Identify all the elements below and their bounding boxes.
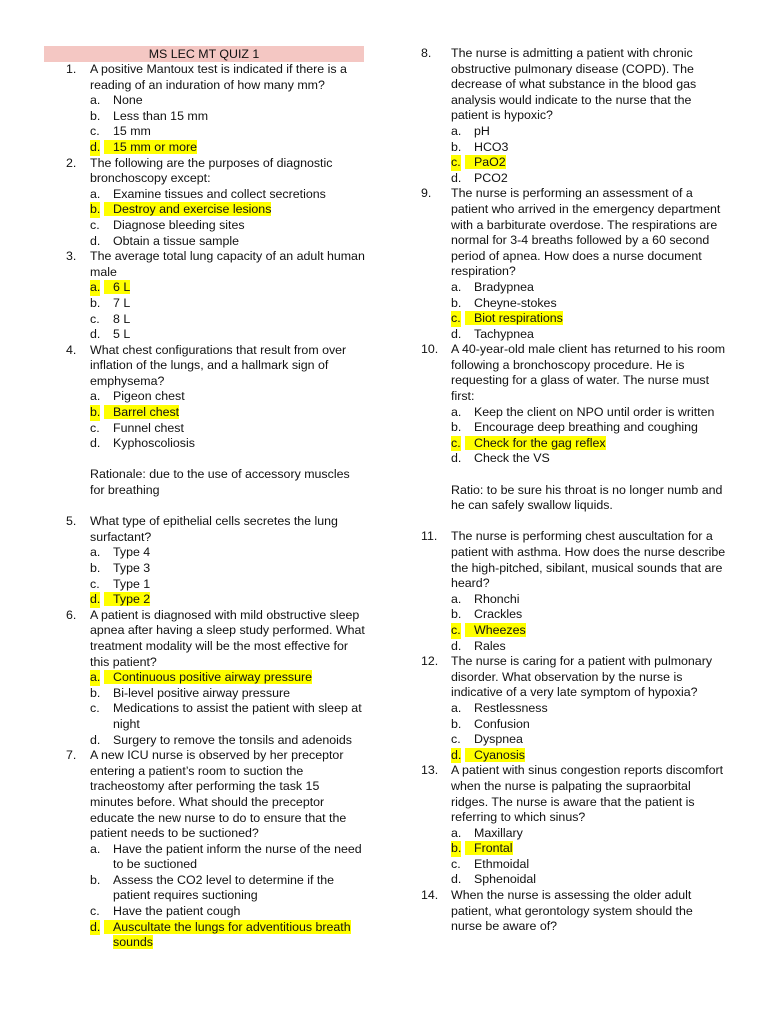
answer-option [451, 826, 727, 842]
highlighted-option-text: 6 L [104, 280, 130, 294]
option-letter: a. [90, 93, 101, 108]
question-item [66, 249, 366, 343]
question-number: 7. [66, 748, 77, 763]
question-number: 9. [421, 186, 432, 201]
option-text: Have the patient inform the nurse of the need to be suctioned [113, 841, 362, 872]
option-text: PCO2 [474, 170, 508, 185]
option-text: 7 L [113, 295, 131, 310]
option-letter: c. [90, 576, 100, 591]
answer-option [451, 155, 727, 171]
option-text: Examine tissues and collect secretions [113, 186, 326, 201]
option-text: Encourage deep breathing and coughing [474, 420, 698, 435]
highlighted-answer [113, 280, 130, 294]
option-letter: d. [451, 170, 462, 185]
answer-option [451, 140, 727, 156]
answer-option [90, 389, 366, 405]
answer-option [451, 857, 727, 873]
option-letter: c. [90, 311, 100, 326]
answer-option [90, 545, 366, 561]
question-number: 4. [66, 342, 77, 357]
left-question-list [66, 62, 366, 951]
option-text: 15 mm [113, 124, 151, 139]
question-stem [66, 608, 366, 670]
question-item [421, 342, 727, 529]
option-letter: b. [90, 405, 101, 420]
answer-option [90, 577, 366, 593]
answer-option [451, 748, 727, 764]
option-letter: a. [451, 279, 462, 294]
question-text: What type of epithelial cells secretes the lung surfactant? [90, 514, 338, 544]
question-number: 8. [421, 46, 432, 60]
answer-option [451, 451, 727, 467]
answer-option [90, 312, 366, 328]
answer-option [451, 311, 727, 327]
question-item [66, 62, 366, 156]
option-letter: c. [90, 124, 100, 139]
highlighted-option-text: Cyanosis [465, 748, 525, 762]
option-letter: a. [451, 123, 462, 138]
option-letter: b. [451, 716, 462, 731]
highlighted-option-text: Auscultate the lungs for adventitious breath sounds [104, 920, 351, 950]
option-letter: c. [451, 732, 461, 747]
highlighted-option-text: Wheezes [465, 623, 526, 637]
question-text: The average total lung capacity of an adult human male [90, 249, 365, 279]
question-number: 6. [66, 607, 77, 622]
option-letter: d. [451, 872, 462, 887]
answer-option [90, 920, 366, 951]
answer-option [451, 124, 727, 140]
highlighted-answer [113, 202, 271, 216]
highlighted-answer [474, 841, 513, 855]
highlighted-option-text: Check for the gag reflex [465, 436, 606, 450]
question-stem [66, 343, 366, 390]
blank-line [427, 467, 727, 483]
question-stem [66, 514, 366, 545]
option-letter: d. [90, 592, 101, 607]
option-text: None [113, 93, 143, 108]
answer-option [90, 93, 366, 109]
rationale-note: Rationale: due to the use of accessory muscles for breathing [90, 467, 350, 498]
answer-option [90, 592, 366, 608]
question-stem [421, 763, 727, 825]
highlighted-answer [113, 592, 150, 606]
option-text: Assess the CO2 level to determine if the patient requires suctioning [113, 872, 335, 903]
answer-option [90, 109, 366, 125]
question-stem [66, 156, 366, 187]
option-letter: d. [451, 326, 462, 341]
highlighted-answer [113, 140, 197, 154]
option-text: 5 L [113, 327, 131, 342]
question-text: The following are the purposes of diagnostic bronchoscopy except: [90, 155, 333, 186]
option-text: Type 3 [113, 561, 151, 575]
option-letter: b. [90, 561, 101, 575]
option-text: Tachypnea [474, 326, 534, 341]
answer-option [90, 733, 366, 749]
option-letter: a. [90, 670, 101, 685]
answer-option [451, 701, 727, 717]
option-text: Sphenoidal [474, 872, 537, 887]
question-text: The nurse is caring for a patient with pulmonary disorder. What observation by the nurse is indicative of a very late symptom of hypoxia? [451, 654, 713, 700]
option-text: Medications to assist the patient with sleep at night [113, 701, 362, 731]
highlighted-option-text: 15 mm or more [104, 140, 197, 154]
answer-option [90, 124, 366, 140]
option-text: pH [474, 123, 490, 138]
answer-option [90, 873, 366, 904]
question-text: The nurse is performing chest auscultation for a patient with asthma. How does the nurse describe the high-pitched, sibilant, musical sounds that are heard? [451, 529, 726, 591]
answer-option [90, 405, 366, 421]
answer-option [451, 327, 727, 343]
option-text: Type 4 [113, 545, 151, 560]
option-text: Bradypnea [474, 279, 534, 294]
highlighted-answer [474, 311, 563, 325]
question-stem [421, 888, 727, 935]
answer-option [90, 234, 366, 250]
question-stem [421, 186, 727, 280]
option-letter: d. [90, 139, 101, 154]
option-letter: b. [451, 841, 462, 856]
question-number: 2. [66, 155, 77, 170]
question-item [421, 654, 727, 763]
option-letter: c. [451, 435, 461, 450]
question-text: A positive Mantoux test is indicated if there is a reading of an induration of how many mm? [90, 62, 347, 92]
answer-option [90, 140, 366, 156]
answer-option [451, 280, 727, 296]
option-letter: c. [90, 420, 100, 435]
question-text: The nurse is admitting a patient with chronic obstructive pulmonary disease (COPD). The decrease of what substance in the blood gas analysis would indicate to the nurse that the patient is hypoxic? [451, 46, 697, 123]
highlighted-answer [113, 920, 351, 950]
question-item [421, 763, 727, 888]
highlighted-option-text: Frontal [465, 841, 513, 855]
highlighted-option-text: PaO2 [465, 155, 506, 169]
question-stem [421, 46, 727, 124]
highlighted-answer [113, 670, 312, 684]
question-item [66, 514, 366, 608]
option-text: Pigeon chest [113, 389, 185, 404]
question-number: 1. [66, 62, 77, 76]
option-text: Have the patient cough [113, 904, 241, 919]
option-text: HCO3 [474, 139, 509, 154]
highlighted-option-text: Continuous positive airway pressure [104, 670, 312, 684]
option-text: Dyspnea [474, 732, 523, 747]
option-text: Kyphoscoliosis [113, 436, 195, 451]
option-letter: c. [451, 856, 461, 871]
option-text: Type 1 [113, 576, 151, 591]
option-text: Funnel chest [113, 420, 184, 435]
answer-option [90, 202, 366, 218]
blank-line [66, 499, 366, 515]
answer-option [451, 639, 727, 655]
option-letter: b. [451, 139, 462, 154]
question-stem [421, 529, 727, 591]
option-letter: c. [90, 701, 100, 716]
answer-option [451, 420, 727, 436]
highlighted-answer [474, 623, 526, 637]
answer-option [90, 296, 366, 312]
question-number: 14. [421, 888, 439, 903]
quiz-title: MS LEC MT QUIZ 1 [44, 46, 364, 62]
question-number: 5. [66, 514, 77, 529]
question-stem [66, 249, 366, 280]
answer-option [451, 296, 727, 312]
question-item [421, 186, 727, 342]
highlighted-option-text: Type 2 [104, 592, 150, 606]
rationale-note: Ratio: to be sure his throat is no longer numb and he can safely swallow liquids. [451, 482, 723, 513]
option-letter: a. [90, 389, 101, 404]
answer-option [451, 405, 727, 421]
right-question-list [421, 46, 727, 935]
option-text: 8 L [113, 311, 131, 326]
option-letter: a. [90, 280, 101, 295]
option-letter: a. [451, 825, 462, 840]
option-letter: b. [90, 685, 101, 700]
option-letter: b. [451, 295, 462, 310]
option-letter: b. [90, 872, 101, 887]
option-letter: a. [90, 545, 101, 560]
question-stem [66, 748, 366, 842]
option-text: Crackles [474, 607, 523, 622]
option-letter: b. [451, 420, 462, 435]
question-stem [421, 654, 727, 701]
question-item [66, 748, 366, 951]
option-text: Surgery to remove the tonsils and adenoids [113, 732, 353, 747]
option-text: Diagnose bleeding sites [113, 217, 245, 232]
question-text: The nurse is performing an assessment of a patient who arrived in the emergency department with a barbiturate overdose. The respirations are normal for 3-4 breaths followed by a 60 second period of apnea. How does a nurse document respiration? [451, 186, 721, 279]
question-item [66, 608, 366, 748]
option-text: Less than 15 mm [113, 108, 209, 123]
option-letter: d. [90, 233, 101, 248]
answer-option [90, 904, 366, 920]
option-letter: c. [451, 622, 461, 637]
question-number: 3. [66, 249, 77, 264]
option-text: Check the VS [474, 451, 550, 466]
answer-option [90, 436, 366, 452]
answer-option [90, 670, 366, 686]
answer-option [90, 561, 366, 577]
blank-line [427, 514, 727, 530]
answer-option [451, 623, 727, 639]
highlighted-answer [113, 405, 179, 419]
highlighted-option-text: Barrel chest [104, 405, 179, 419]
question-stem [421, 342, 727, 404]
question-text: A patient with sinus congestion reports discomfort when the nurse is palpating the supraorbital ridges. The nurse is aware that the patient is referring to which sinus? [451, 763, 724, 825]
answer-option [451, 607, 727, 623]
option-text: Rales [474, 638, 506, 653]
option-letter: a. [90, 186, 101, 201]
question-number: 12. [421, 654, 439, 669]
option-text: Bi-level positive airway pressure [113, 685, 290, 700]
option-letter: a. [90, 841, 101, 856]
question-item [66, 156, 366, 250]
answer-option [451, 732, 727, 748]
answer-option [90, 187, 366, 203]
answer-option [90, 701, 366, 732]
highlighted-answer [474, 155, 506, 169]
question-stem [66, 62, 366, 93]
answer-option [90, 280, 366, 296]
option-letter: c. [451, 155, 461, 170]
question-item [421, 888, 727, 935]
option-letter: a. [451, 591, 462, 606]
option-letter: c. [451, 311, 461, 326]
option-letter: d. [90, 919, 101, 934]
question-number: 11. [421, 529, 438, 544]
answer-option [90, 218, 366, 234]
option-letter: c. [90, 904, 100, 919]
answer-option [451, 171, 727, 187]
option-letter: d. [90, 436, 101, 451]
question-item [421, 46, 727, 186]
highlighted-answer [474, 436, 606, 450]
answer-option [451, 872, 727, 888]
option-text: Restlessness [474, 700, 548, 715]
question-number: 10. [421, 342, 439, 357]
answer-option [451, 841, 727, 857]
blank-line [66, 452, 366, 468]
option-letter: b. [90, 295, 101, 310]
option-text: Keep the client on NPO until order is written [474, 404, 715, 419]
highlighted-option-text: Biot respirations [465, 311, 563, 325]
question-text: A new ICU nurse is observed by her preceptor entering a patient’s room to suction the tracheostomy after performing the task 15 minutes before. What should the preceptor educate the new nurse to do to ensure that the patient needs to be suctioned? [90, 748, 347, 841]
option-text: Maxillary [474, 825, 523, 840]
highlighted-answer [474, 748, 525, 762]
question-text: What chest configurations that result from over inflation of the lungs, and a hallmark sign of emphysema? [90, 342, 347, 388]
option-text: Rhonchi [474, 591, 520, 606]
option-letter: d. [451, 747, 462, 762]
question-text: When the nurse is assessing the older adult patient, what gerontology system should the nurse be aware of? [451, 888, 693, 934]
option-letter: d. [90, 732, 101, 747]
answer-option [90, 327, 366, 343]
option-letter: a. [451, 700, 462, 715]
highlighted-option-text: Destroy and exercise lesions [104, 202, 271, 216]
question-text: A patient is diagnosed with mild obstructive sleep apnea after having a sleep study performed. What treatment modality will be the most effective for this patient? [90, 607, 365, 669]
answer-option [451, 436, 727, 452]
question-item [66, 343, 366, 515]
answer-option [90, 842, 366, 873]
answer-option [451, 717, 727, 733]
option-text: Confusion [474, 716, 530, 731]
answer-option [90, 686, 366, 702]
left-column [66, 46, 366, 951]
option-letter: c. [90, 217, 100, 232]
option-letter: d. [451, 451, 462, 466]
answer-option [451, 592, 727, 608]
question-item [421, 529, 727, 654]
option-letter: d. [90, 327, 101, 342]
right-column [421, 46, 727, 935]
question-text: A 40-year-old male client has returned to his room following a bronchoscopy procedure. He is requesting for a glass of water. The nurse must first: [451, 342, 726, 404]
question-number: 13. [421, 763, 439, 778]
option-letter: b. [90, 202, 101, 217]
option-text: Cheyne-stokes [474, 295, 557, 310]
option-letter: b. [451, 607, 462, 622]
answer-option [90, 421, 366, 437]
option-letter: b. [90, 108, 101, 123]
option-text: Ethmoidal [474, 856, 530, 871]
option-letter: a. [451, 404, 462, 419]
option-text: Obtain a tissue sample [113, 233, 240, 248]
option-letter: d. [451, 638, 462, 653]
